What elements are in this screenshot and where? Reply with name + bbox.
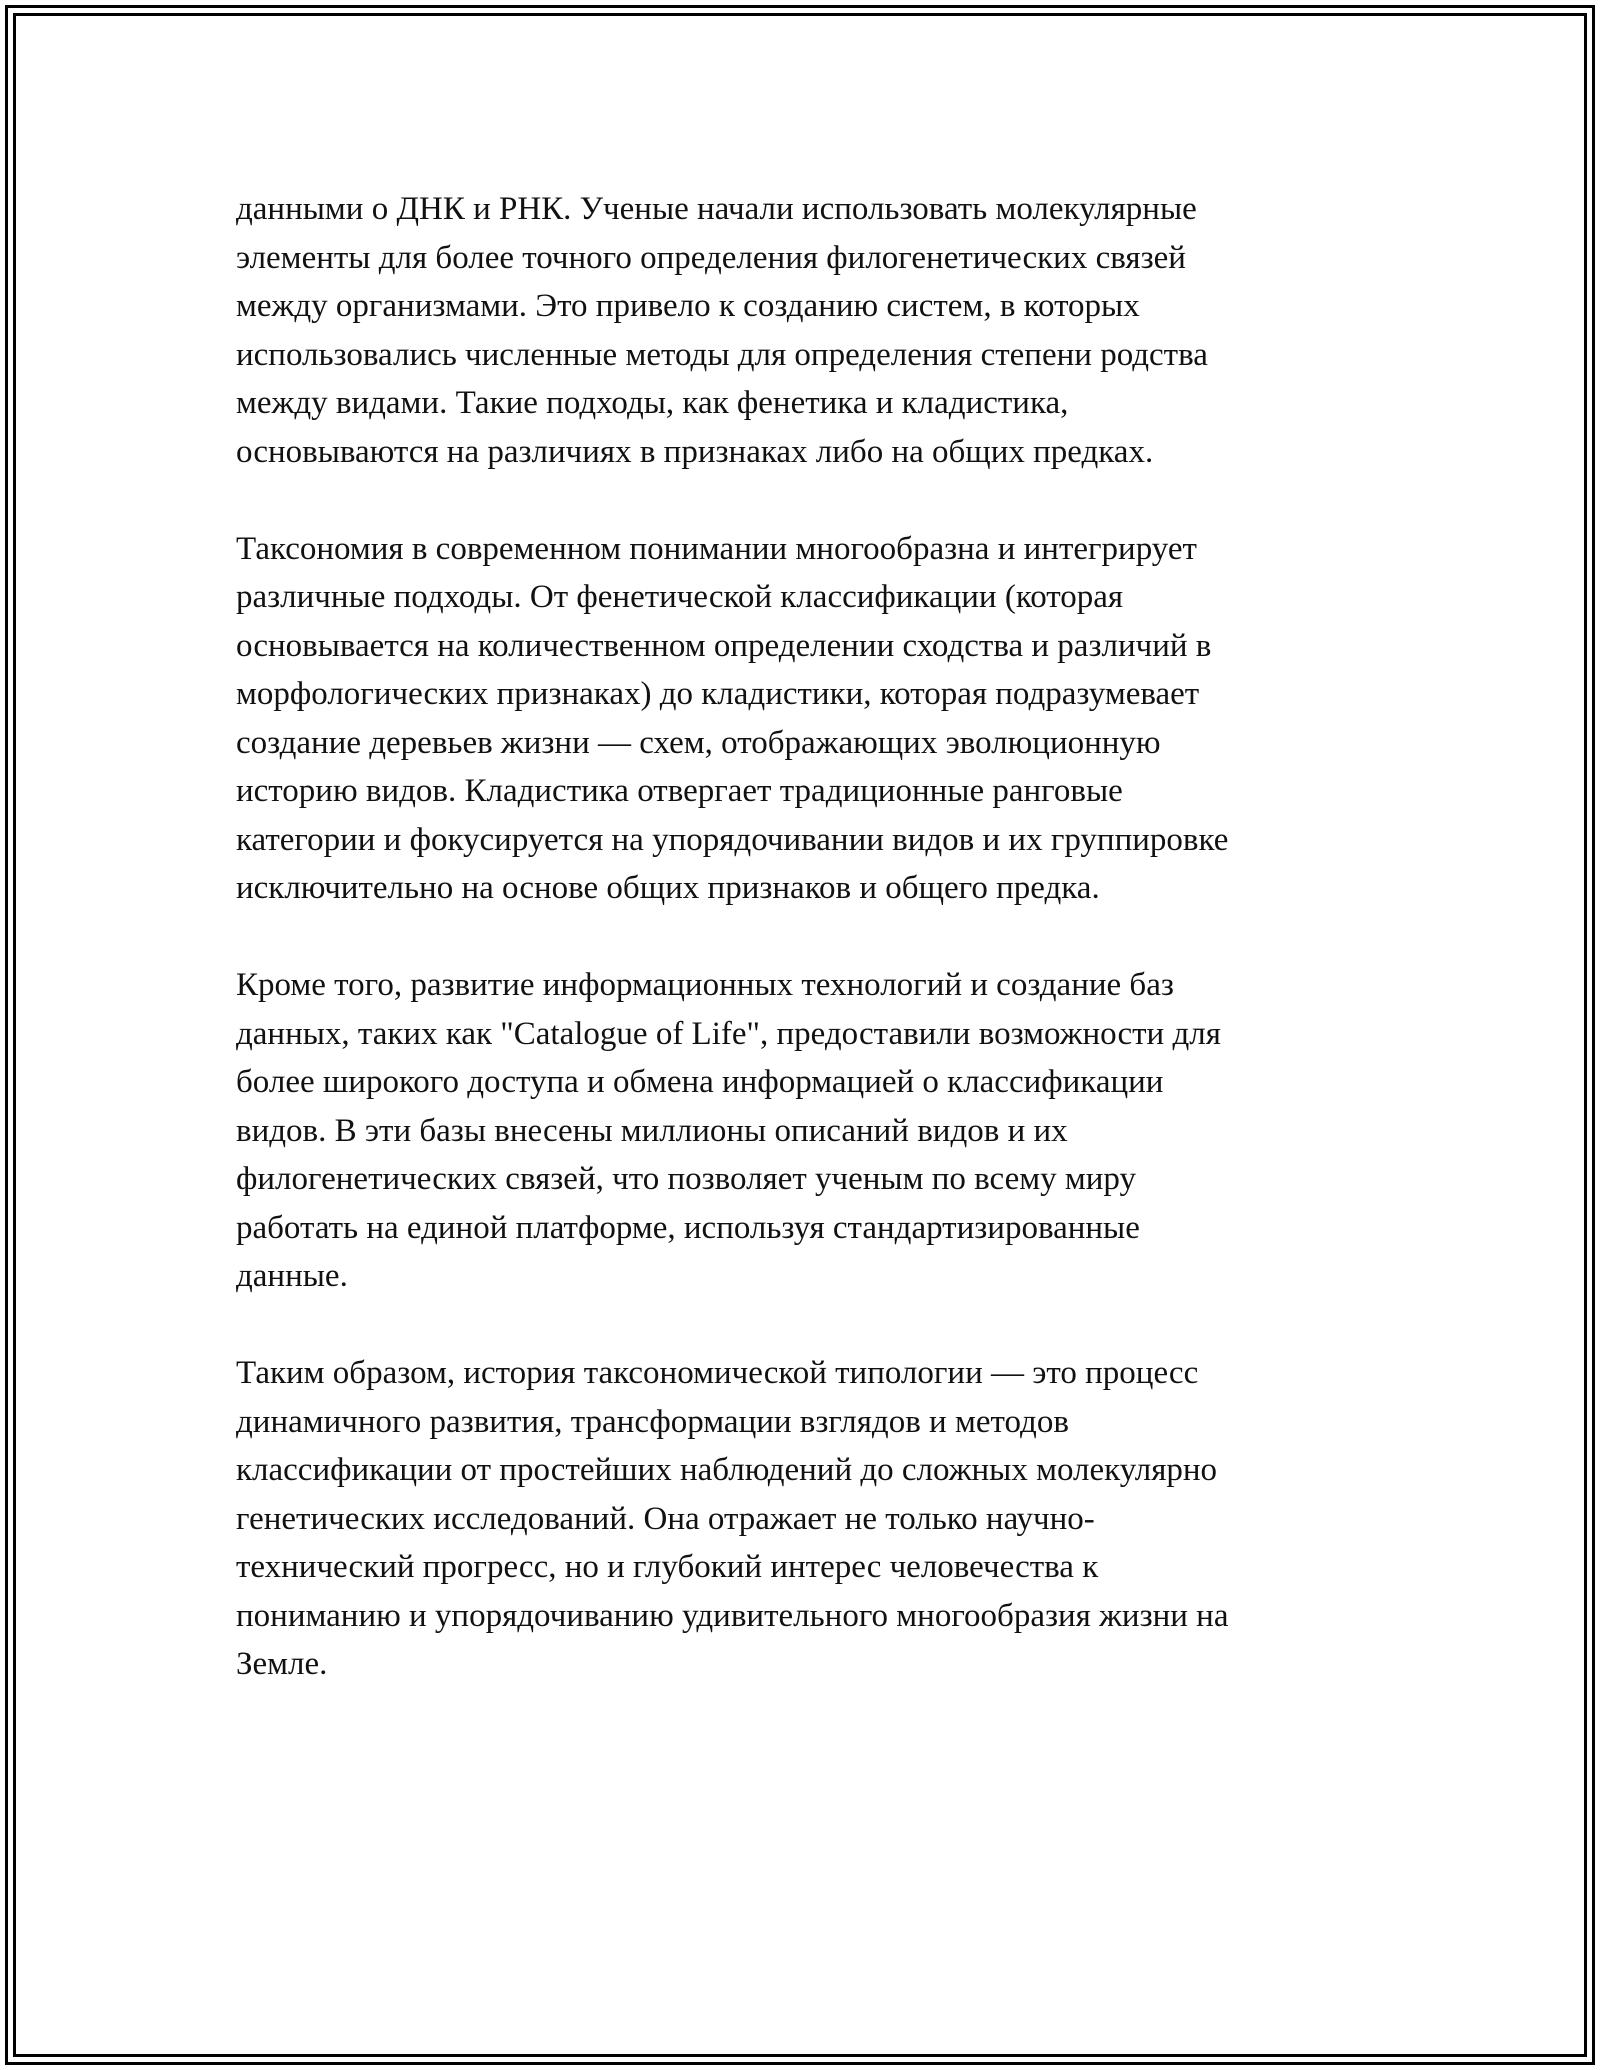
text-line: данные.	[236, 1258, 348, 1294]
document-body	[236, 185, 1376, 1737]
paragraph-modern-taxonomy	[236, 525, 1376, 913]
paragraph-conclusion	[236, 1349, 1376, 1689]
text-line: между организмами. Это привело к созданию систем, в которых	[236, 288, 1140, 324]
text-line: классификации от простейших наблюдений до сложных молекулярно	[236, 1452, 1218, 1488]
text-line: основывается на количественном определении сходства и различий в	[236, 627, 1212, 664]
text-line: технический прогресс, но и глубокий интерес человечества к	[236, 1549, 1099, 1585]
text-line: генетических исследований. Она отражает не только научно-	[236, 1500, 1095, 1537]
text-line: элементы для более точного определения филогенетических связей	[236, 239, 1186, 276]
text-line: данными о ДНК и РНК. Ученые начали использовать молекулярные	[236, 191, 1197, 227]
text-line: филогенетических связей, что позволяет ученым по всему миру	[236, 1161, 1136, 1197]
text-line: работать на единой платформе, используя стандартизированные	[236, 1209, 1140, 1246]
text-line: видов. В эти базы внесены миллионы описаний видов и их	[236, 1112, 1068, 1149]
text-line: между видами. Такие подходы, как фенетика и кладистика,	[236, 385, 1069, 421]
paragraph-molecular-methods	[236, 185, 1376, 476]
text-line: использовались численные методы для определения степени родства	[236, 336, 1208, 373]
text-line: пониманию и упорядочиванию удивительного многообразия жизни на	[236, 1597, 1229, 1634]
text-line: морфологических признаках) до кладистики, которая подразумевает	[236, 676, 1200, 712]
text-line: исключительно на основе общих признаков и общего предка.	[236, 870, 1100, 906]
text-line: историю видов. Кладистика отвергает традиционные ранговые	[236, 773, 1123, 809]
text-line: более широкого доступа и обмена информацией о классификации	[236, 1064, 1164, 1100]
text-line: создание деревьев жизни — схем, отображающих эволюционную	[236, 724, 1161, 761]
text-line: категории и фокусируется на упорядочивании видов и их группировке	[236, 821, 1229, 858]
text-line: Земле.	[236, 1646, 328, 1682]
paragraph-databases	[236, 961, 1376, 1301]
text-line: различные подходы. От фенетической классификации (которая	[236, 579, 1124, 615]
text-line: Таксономия в современном понимании многообразна и интегрирует	[236, 530, 1197, 567]
text-line: основываются на различиях в признаках либо на общих предках.	[236, 433, 1154, 470]
text-line: динамичного развития, трансформации взглядов и методов	[236, 1403, 1069, 1440]
text-line: данных, таких как "Catalogue of Life", предоставили возможности для	[236, 1015, 1221, 1052]
text-line: Кроме того, развитие информационных технологий и создание баз	[236, 967, 1174, 1003]
text-line: Таким образом, история таксономической типологии — это процесс	[236, 1355, 1199, 1391]
